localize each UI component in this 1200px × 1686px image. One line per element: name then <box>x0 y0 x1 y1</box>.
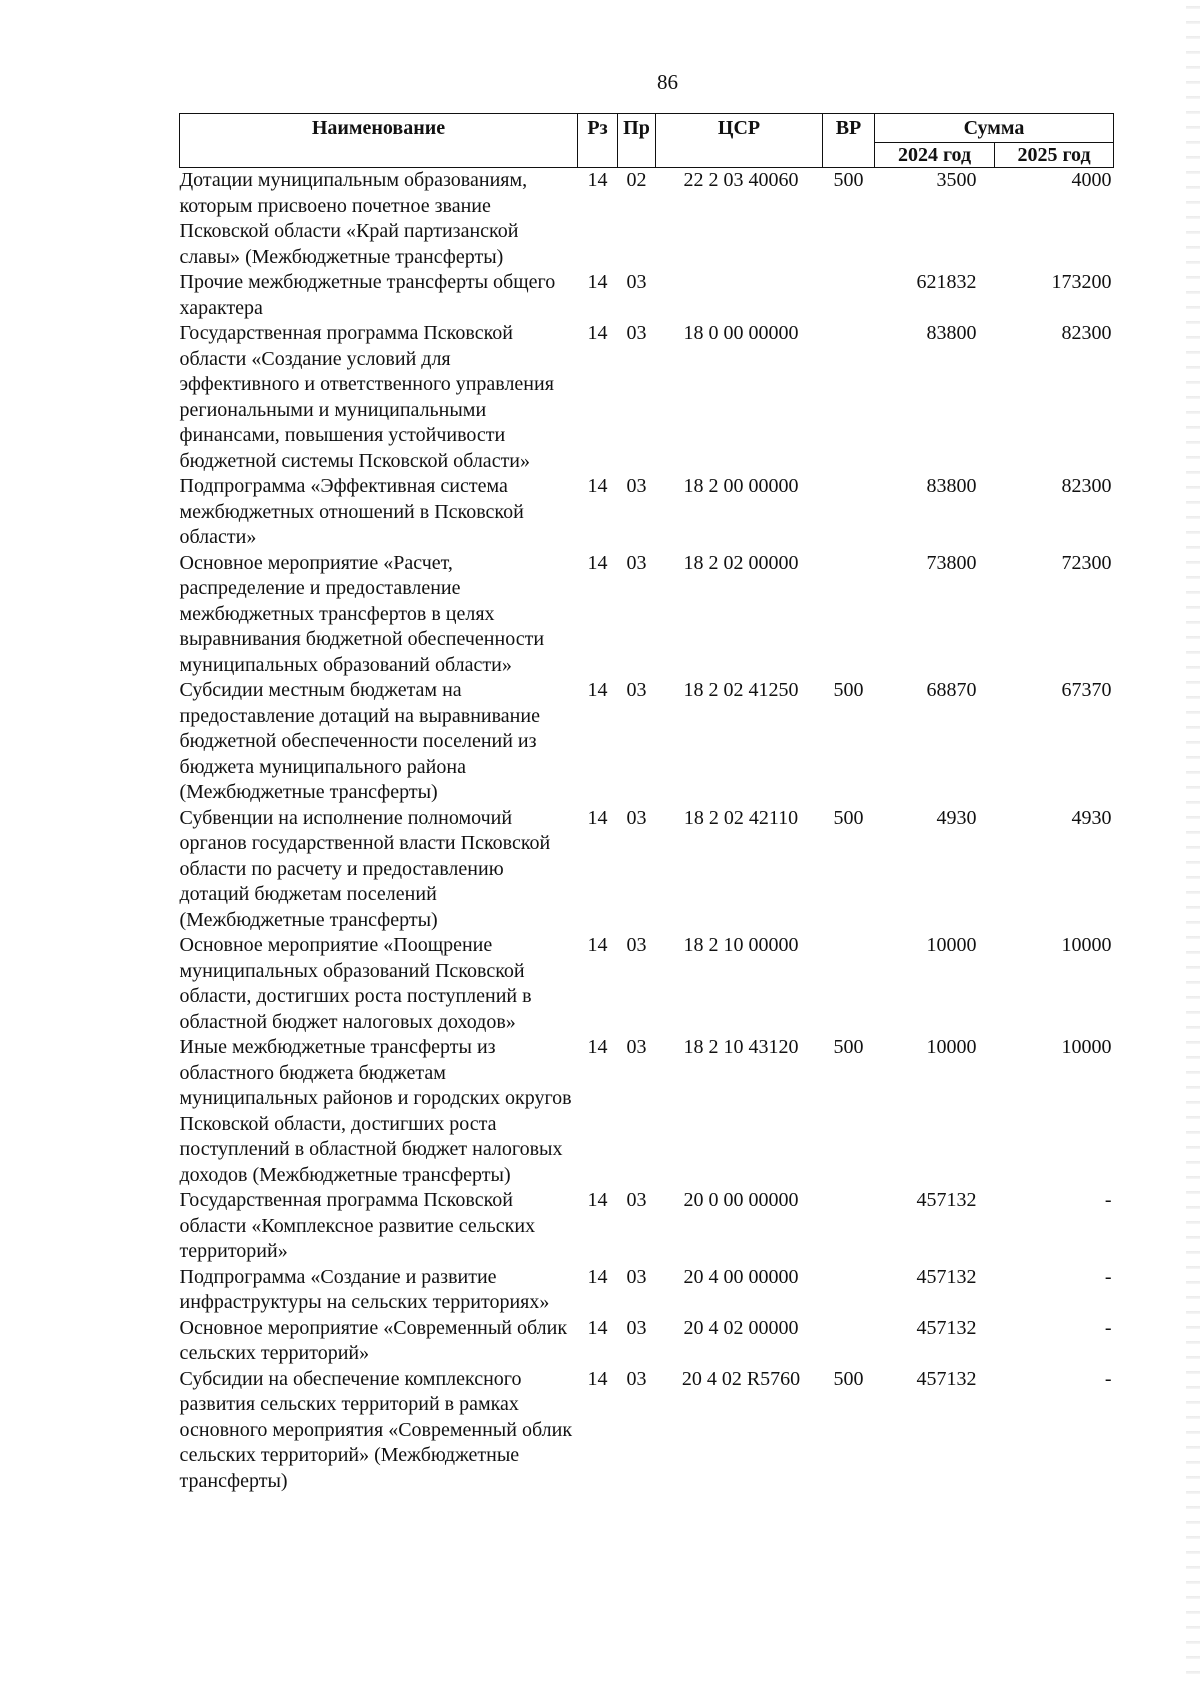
row-sum-2024: 457132 <box>916 1265 977 1288</box>
table-row <box>180 1035 1114 1188</box>
row-vr <box>823 1188 875 1265</box>
row-pr: 03 <box>626 679 647 701</box>
row-sum-2025: 4000 <box>1071 169 1112 191</box>
row-sum-2025: - <box>1104 1316 1112 1339</box>
row-csr: 20 0 00 00000 <box>683 1189 799 1211</box>
row-csr: 18 2 02 00000 <box>683 551 799 574</box>
table-body <box>180 168 1114 1495</box>
row-vr: 500 <box>833 1367 864 1390</box>
scan-edge-artifact <box>1186 0 1200 1686</box>
row-sum-2024: 10000 <box>926 934 977 956</box>
row-sum-2025: 10000 <box>1061 934 1112 956</box>
row-sum-2024: 83800 <box>926 475 977 497</box>
row-sum-2024: 10000 <box>926 1036 977 1058</box>
row-rz: 14 <box>587 1036 608 1058</box>
header-vr: ВР <box>823 114 875 168</box>
row-rz: 14 <box>587 271 608 293</box>
row-name: Основное мероприятие «Расчет, распределение и предоставление межбюджетных трансфертов в целях выравнивания бюджетной обеспеченности муниципальных образований области» <box>179 551 545 676</box>
row-name: Субвенции на исполнение полномочий органов государственной власти Псковской области по расчету и предоставлению дотаций бюджетам поселений (Межбюджетные трансферты) <box>179 806 551 931</box>
row-sum-2025: - <box>1104 1189 1112 1211</box>
row-csr: 20 4 00 00000 <box>683 1265 799 1288</box>
row-vr: 500 <box>833 679 864 701</box>
row-rz: 14 <box>587 1367 608 1390</box>
row-pr: 03 <box>626 1367 647 1390</box>
header-year-2025: 2025 год <box>995 143 1114 168</box>
row-rz: 14 <box>587 551 608 574</box>
header-pr: Пр <box>618 114 656 168</box>
row-name: Основное мероприятие «Современный облик сельских территорий» <box>179 1316 568 1364</box>
row-csr: 18 2 10 43120 <box>683 1036 799 1058</box>
row-pr: 03 <box>626 551 647 574</box>
row-rz: 14 <box>587 1265 608 1288</box>
table-row <box>180 933 1114 1035</box>
table-row <box>180 806 1114 934</box>
row-vr <box>823 1265 875 1316</box>
row-name: Государственная программа Псковской области «Комплексное развитие сельских территорий» <box>179 1189 536 1262</box>
row-csr: 22 2 03 40060 <box>683 169 799 191</box>
row-pr: 03 <box>626 322 647 344</box>
table-row <box>180 1367 1114 1495</box>
header-csr: ЦСР <box>656 114 823 168</box>
row-csr: 20 4 02 R5760 <box>681 1367 801 1390</box>
row-name: Основное мероприятие «Поощрение муниципальных образований Псковской области, достигших роста поступлений в областной бюджет налоговых доходов» <box>179 934 532 1033</box>
row-name: Подпрограмма «Эффективная система межбюджетных отношений в Псковской области» <box>179 475 524 548</box>
row-rz: 14 <box>587 934 608 956</box>
row-name: Государственная программа Псковской области «Создание условий для эффективного и ответственного управления региональными и муниципальными финансами, повышения устойчивости бюджетной системы Псковской области» <box>179 322 554 472</box>
page-number: 86 <box>657 70 678 94</box>
row-sum-2024: 457132 <box>916 1367 977 1390</box>
row-pr: 03 <box>626 934 647 956</box>
row-rz: 14 <box>587 169 608 191</box>
row-csr <box>656 270 823 321</box>
row-vr <box>823 1316 875 1367</box>
row-rz: 14 <box>587 806 608 829</box>
row-sum-2025: 173200 <box>1051 271 1112 293</box>
table-row <box>180 270 1114 321</box>
row-rz: 14 <box>587 679 608 701</box>
row-sum-2024: 83800 <box>926 322 977 344</box>
table-row <box>180 474 1114 551</box>
row-sum-2025: 72300 <box>1061 551 1112 574</box>
row-sum-2025: 67370 <box>1061 679 1112 701</box>
row-rz: 14 <box>587 322 608 344</box>
row-rz: 14 <box>587 1316 608 1339</box>
row-name: Субсидии на обеспечение комплексного развития сельских территорий в рамках основного мероприятия «Современный облик сельских территорий» (Межбюджетные трансферты) <box>179 1367 573 1492</box>
row-sum-2024: 457132 <box>916 1189 977 1211</box>
row-sum-2025: 4930 <box>1071 806 1112 829</box>
row-sum-2025: 10000 <box>1061 1036 1112 1058</box>
row-sum-2024: 73800 <box>926 551 977 574</box>
row-sum-2025: - <box>1104 1367 1112 1390</box>
row-csr: 18 0 00 00000 <box>683 322 799 344</box>
table-row <box>180 1265 1114 1316</box>
table-row <box>180 1188 1114 1265</box>
header-sum: Сумма <box>875 114 1114 143</box>
row-name: Иные межбюджетные трансферты из областного бюджета бюджетам муниципальных районов и городских округов Псковской области, достигших роста поступлений в областной бюджет налоговых доходов (Межбюджетные трансферты) <box>179 1036 572 1186</box>
row-sum-2024: 457132 <box>916 1316 977 1339</box>
header-name: Наименование <box>180 114 578 168</box>
table-row <box>180 1316 1114 1367</box>
row-pr: 03 <box>626 271 647 293</box>
row-csr: 18 2 10 00000 <box>683 934 799 956</box>
table-header <box>180 114 1114 168</box>
header-year-2024: 2024 год <box>875 143 995 168</box>
row-pr: 02 <box>626 169 647 191</box>
row-rz: 14 <box>587 475 608 497</box>
row-name: Прочие межбюджетные трансферты общего характера <box>179 271 556 319</box>
row-pr: 03 <box>626 475 647 497</box>
row-vr <box>823 270 875 321</box>
row-pr: 03 <box>626 1036 647 1058</box>
row-pr: 03 <box>626 1189 647 1211</box>
table-row <box>180 321 1114 474</box>
row-pr: 03 <box>626 1316 647 1339</box>
table-row <box>180 168 1114 271</box>
header-rz: Рз <box>578 114 618 168</box>
row-vr: 500 <box>833 806 864 829</box>
row-vr <box>823 551 875 679</box>
row-sum-2024: 4930 <box>936 806 977 829</box>
table-row <box>180 678 1114 806</box>
table-row <box>180 551 1114 679</box>
row-sum-2025: 82300 <box>1061 475 1112 497</box>
row-name: Дотации муниципальным образованиям, которым присвоено почетное звание Псковской области «Край партизанской славы» (Межбюджетные трансферты) <box>179 169 528 268</box>
row-csr: 18 2 00 00000 <box>683 475 799 497</box>
row-sum-2024: 621832 <box>916 271 977 293</box>
budget-table <box>179 113 1114 1494</box>
row-sum-2025: - <box>1104 1265 1112 1288</box>
row-vr: 500 <box>833 1036 864 1058</box>
row-sum-2024: 68870 <box>926 679 977 701</box>
row-name: Субсидии местным бюджетам на предоставление дотаций на выравнивание бюджетной обеспеченности поселений из бюджета муниципального района (Межбюджетные трансферты) <box>179 679 540 803</box>
row-pr: 03 <box>626 1265 647 1288</box>
row-rz: 14 <box>587 1189 608 1211</box>
row-vr <box>823 321 875 474</box>
row-vr <box>823 474 875 551</box>
row-sum-2024: 3500 <box>936 169 977 191</box>
row-sum-2025: 82300 <box>1061 322 1112 344</box>
row-csr: 18 2 02 41250 <box>683 679 799 701</box>
row-csr: 18 2 02 42110 <box>683 806 799 829</box>
row-vr: 500 <box>833 169 864 191</box>
row-csr: 20 4 02 00000 <box>683 1316 799 1339</box>
row-pr: 03 <box>626 806 647 829</box>
row-name: Подпрограмма «Создание и развитие инфраструктуры на сельских территориях» <box>179 1265 550 1313</box>
row-vr <box>823 933 875 1035</box>
